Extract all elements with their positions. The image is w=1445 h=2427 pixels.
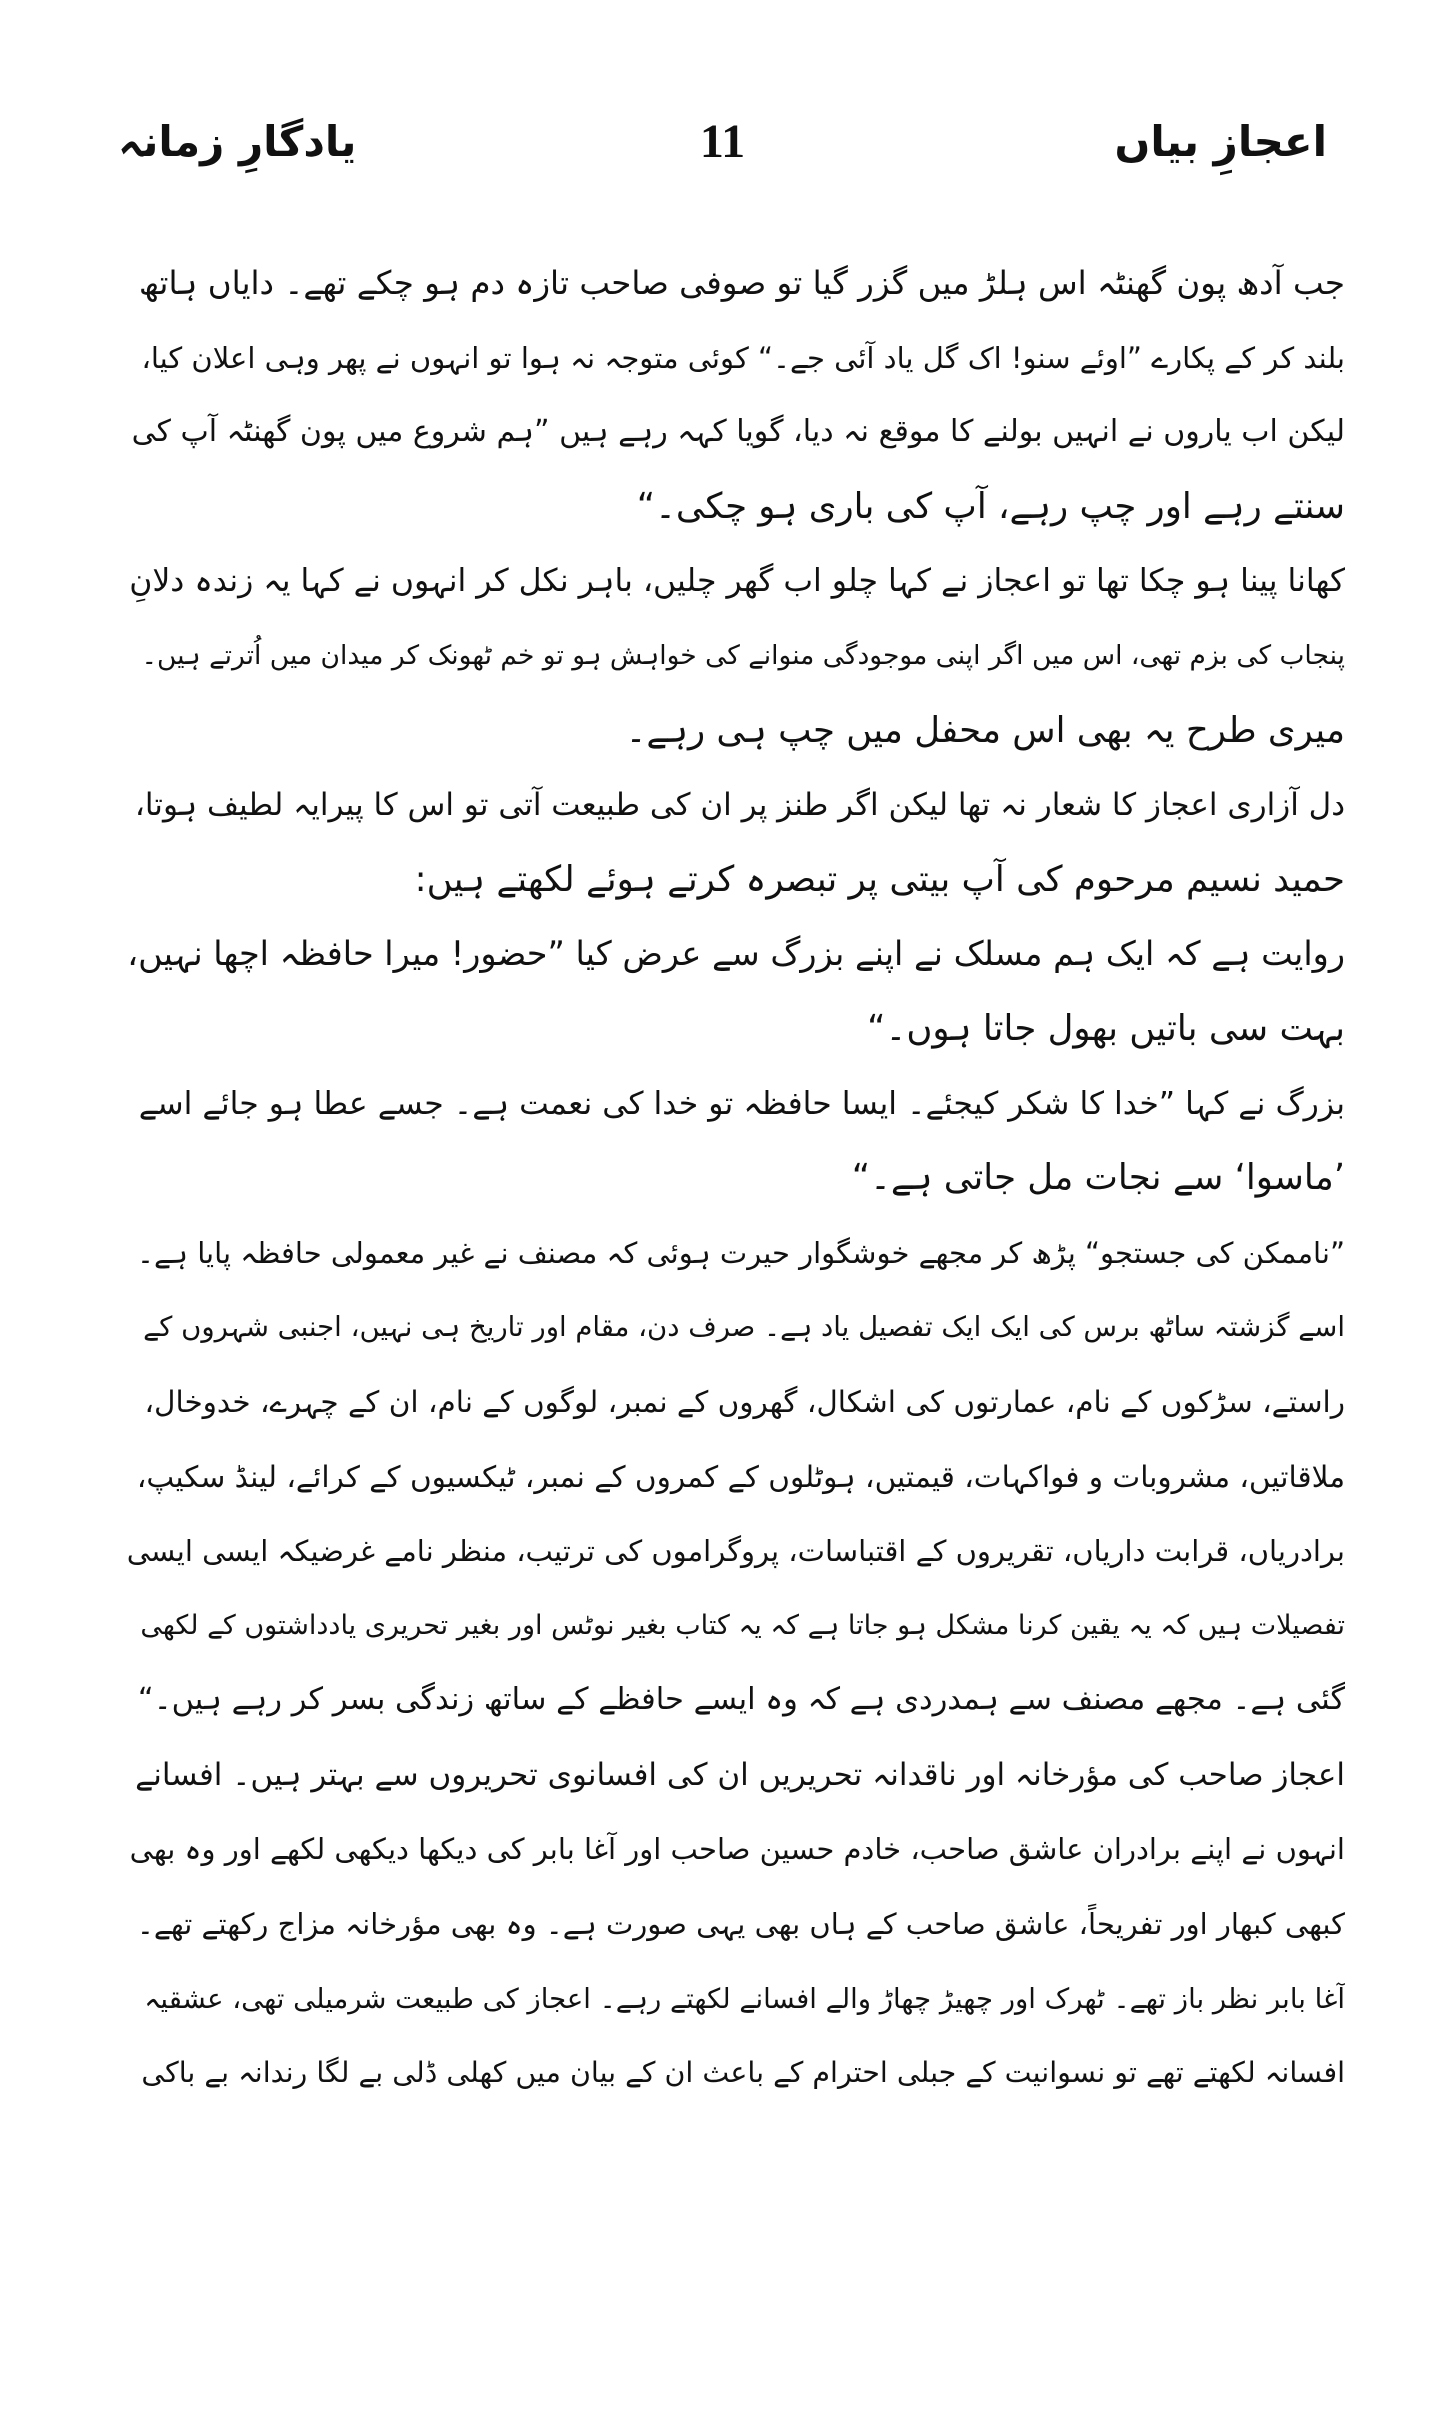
text-line: حمید نسیم مرحوم کی آپ بیتی پر تبصرہ کرتے ہوئے لکھتے ہیں: bbox=[414, 858, 1345, 900]
text-line: ملاقاتیں، مشروبات و فواکہات، قیمتیں، ہوٹلوں کے کمروں کے نمبر، ٹیکسیوں کے کرائے، لینڈ سکیپ، bbox=[136, 1459, 1345, 1494]
text-line: لیکن اب یاروں نے انہیں بولنے کا موقع نہ دیا، گویا کہہ رہے ہیں ”ہم شروع میں پون گھنٹہ آپ کی bbox=[131, 414, 1345, 450]
text-line: میری طرح یہ بھی اس محفل میں چپ ہی رہے۔ bbox=[625, 709, 1345, 751]
text-line: روایت ہے کہ ایک ہم مسلک نے اپنے بزرگ سے عرض کیا ”حضور! میرا حافظہ اچھا نہیں، bbox=[127, 934, 1345, 974]
text-line: ’ماسوا‘ سے نجات مل جاتی ہے۔“ bbox=[851, 1157, 1345, 1199]
text-line: جب آدھ پون گھنٹہ اس ہلڑ میں گزر گیا تو صوفی صاحب تازہ دم ہو چکے تھے۔ دایاں ہاتھ bbox=[138, 264, 1345, 302]
text-line: بلند کر کے پکارے ”اوئے سنو! اک گل یاد آئی جے۔“ کوئی متوجہ نہ ہوا تو انہوں نے پھر وہی اعلان کیا، bbox=[141, 340, 1345, 375]
text-line: اعجاز صاحب کی مؤرخانہ اور ناقدانہ تحریریں ان کی افسانوی تحریروں سے بہتر ہیں۔ افسانے bbox=[135, 1756, 1345, 1793]
text-line: انہوں نے اپنے برادران عاشق صاحب، خادم حسین صاحب اور آغا بابر کی دیکھا دیکھی لکھے اور وہ بھی bbox=[129, 1832, 1345, 1867]
text-line: ”ناممکن کی جستجو“ پڑھ کر مجھے خوشگوار حیرت ہوئی کہ مصنف نے غیر معمولی حافظہ پایا ہے۔ bbox=[137, 1235, 1345, 1270]
text-line: کبھی کبھار اور تفریحاً، عاشق صاحب کے ہاں بھی یہی صورت ہے۔ وہ بھی مؤرخانہ مزاج رکھتے تھے۔ bbox=[136, 1907, 1345, 1942]
text-line: برادریاں، قرابت داریاں، تقریروں کے اقتباسات، پروگراموں کی ترتیب، منظر نامے غرضیکہ ایسی ایسی bbox=[126, 1534, 1345, 1569]
body-text bbox=[126, 246, 1345, 2111]
text-line: سنتے رہے اور چپ رہے، آپ کی باری ہو چکی۔“ bbox=[636, 485, 1345, 527]
text-line: دل آزاری اعجاز کا شعار نہ تھا لیکن اگر طنز پر ان کی طبیعت آتی تو اس کا پیرایہ لطیف ہوتا، bbox=[134, 787, 1345, 824]
text-line: اسے گزشتہ ساٹھ برس کی ایک ایک تفصیل یاد ہے۔ صرف دن، مقام اور تاریخ ہی نہیں، اجنبی شہروں کے bbox=[143, 1311, 1345, 1344]
text-line: کھانا پینا ہو چکا تھا تو اعجاز نے کہا چلو اب گھر چلیں، باہر نکل کر انہوں نے کہا یہ زندہ دلانِ bbox=[129, 563, 1345, 600]
text-line: گئی ہے۔ مجھے مصنف سے ہمدردی ہے کہ وہ ایسے حافظے کے ساتھ زندگی بسر کر رہے ہیں۔“ bbox=[137, 1682, 1345, 1718]
running-head-left: یادگارِ زمانہ bbox=[118, 117, 357, 166]
text-line: افسانہ لکھتے تھے تو نسوانیت کے جبلی احترام کے باعث ان کے بیان میں کھلی ڈلی بے لگا رندانہ بے باکی bbox=[141, 2056, 1345, 2090]
text-line: پنجاب کی بزم تھی، اس میں اگر اپنی موجودگی منوانے کی خواہش ہو تو خم ٹھونک کر میدان میں اُترتے ہیں۔ bbox=[141, 639, 1345, 671]
text-line: بزرگ نے کہا ”خدا کا شکر کیجئے۔ ایسا حافظہ تو خدا کی نعمت ہے۔ جسے عطا ہو جائے اسے bbox=[138, 1085, 1345, 1122]
text-line: تفصیلات ہیں کہ یہ یقین کرنا مشکل ہو جاتا ہے کہ یہ کتاب بغیر نوٹس اور بغیر تحریری یادداشتوں کے لکھی bbox=[140, 1609, 1345, 1641]
running-head-right: اعجازِ بیاں bbox=[1114, 117, 1327, 166]
page-header bbox=[118, 112, 1327, 172]
text-line: بہت سی باتیں بھول جاتا ہوں۔“ bbox=[867, 1007, 1345, 1049]
text-line: آغا بابر نظر باز تھے۔ ٹھرک اور چھیڑ چھاڑ والے افسانے لکھتے رہے۔ اعجاز کی طبیعت شرمیلی تھی، عشقیہ bbox=[144, 1982, 1345, 2015]
text-line: راستے، سڑکوں کے نام، عمارتوں کی اشکال، گھروں کے نمبر، لوگوں کے نام، ان کے چہرے، خدوخال، bbox=[144, 1384, 1345, 1419]
page-number: 11 bbox=[699, 115, 746, 168]
